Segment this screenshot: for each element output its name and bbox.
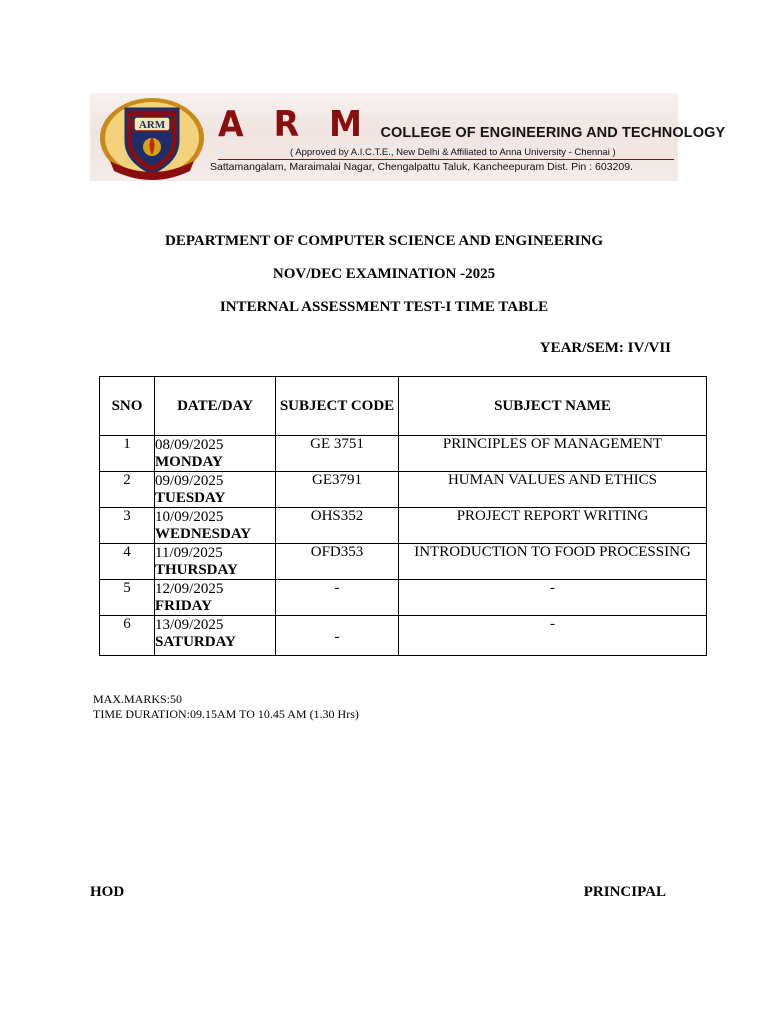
cell-date: 10/09/2025 [155,509,224,525]
college-title [218,103,726,145]
principal-signature-label: PRINCIPAL [583,884,666,900]
year-semester: YEAR/SEM: IV/VII [539,340,671,356]
college-letterhead [90,93,726,181]
header-sno: SNO [100,377,155,436]
cell-date: 13/09/2025 [155,617,224,633]
college-crest-logo [96,95,208,181]
test-heading: INTERNAL ASSESSMENT TEST-I TIME TABLE [219,299,549,315]
cell-subject-code: GE3791 [276,472,399,508]
cell-subject-code: OHS352 [276,508,399,544]
header-date-day: DATE/DAY [155,377,276,436]
college-initials: A R M [218,104,372,145]
cell-sno: 6 [100,616,155,656]
cell-date: 08/09/2025 [155,437,224,453]
cell-day: MONDAY [155,454,223,470]
hod-signature-label: HOD [90,884,125,900]
cell-sno: 3 [100,508,155,544]
cell-date: 12/09/2025 [155,581,224,597]
cell-subject-name: PROJECT REPORT WRITING [399,508,707,544]
table-header-row [100,377,707,436]
cell-day: TUESDAY [155,490,226,506]
cell-date-day [155,436,276,472]
cell-date-day [155,472,276,508]
cell-sno: 2 [100,472,155,508]
exam-notes [93,692,359,722]
cell-subject-code: - [276,580,399,616]
cell-subject-code: - [276,616,399,656]
header-subject-name: SUBJECT NAME [399,377,707,436]
table-row [100,616,707,656]
cell-date-day [155,508,276,544]
table-row [100,472,707,508]
college-name: COLLEGE OF ENGINEERING AND TECHNOLOGY [380,125,726,141]
cell-subject-name: - [399,580,707,616]
cell-day: WEDNESDAY [155,526,252,542]
time-duration: TIME DURATION:09.15AM TO 10.45 AM (1.30 Hrs) [93,707,359,721]
cell-sno: 5 [100,580,155,616]
cell-date: 09/09/2025 [155,473,224,489]
table-row [100,508,707,544]
cell-date: 11/09/2025 [155,545,223,561]
letterhead-divider [218,159,674,160]
table-row [100,580,707,616]
department-heading: DEPARTMENT OF COMPUTER SCIENCE AND ENGINEERING [165,233,603,249]
cell-subject-name: - [399,616,707,656]
college-address: Sattamangalam, Maraimalai Nagar, Chengalpattu Taluk, Kancheepuram Dist. Pin : 603209. [210,161,633,173]
table-row [100,544,707,580]
cell-date-day [155,616,276,656]
exam-heading: NOV/DEC EXAMINATION -2025 [272,266,496,282]
cell-subject-name: INTRODUCTION TO FOOD PROCESSING [399,544,707,580]
cell-date-day [155,544,276,580]
cell-day: SATURDAY [155,634,236,650]
max-marks: MAX.MARKS:50 [93,692,183,706]
cell-subject-name: PRINCIPLES OF MANAGEMENT [399,436,707,472]
crest-letters: ARM [138,119,166,131]
approval-line: ( Approved by A.I.C.T.E., New Delhi & Affiliated to Anna University - Chennai ) [290,147,616,158]
cell-date-day [155,580,276,616]
cell-subject-name: HUMAN VALUES AND ETHICS [399,472,707,508]
table-row [100,436,707,472]
cell-subject-code: OFD353 [276,544,399,580]
cell-sno: 1 [100,436,155,472]
cell-sno: 4 [100,544,155,580]
cell-day: FRIDAY [155,598,212,614]
timetable [99,376,707,656]
header-subject-code: SUBJECT CODE [276,377,399,436]
cell-day: THURSDAY [155,562,238,578]
cell-subject-code: GE 3751 [276,436,399,472]
